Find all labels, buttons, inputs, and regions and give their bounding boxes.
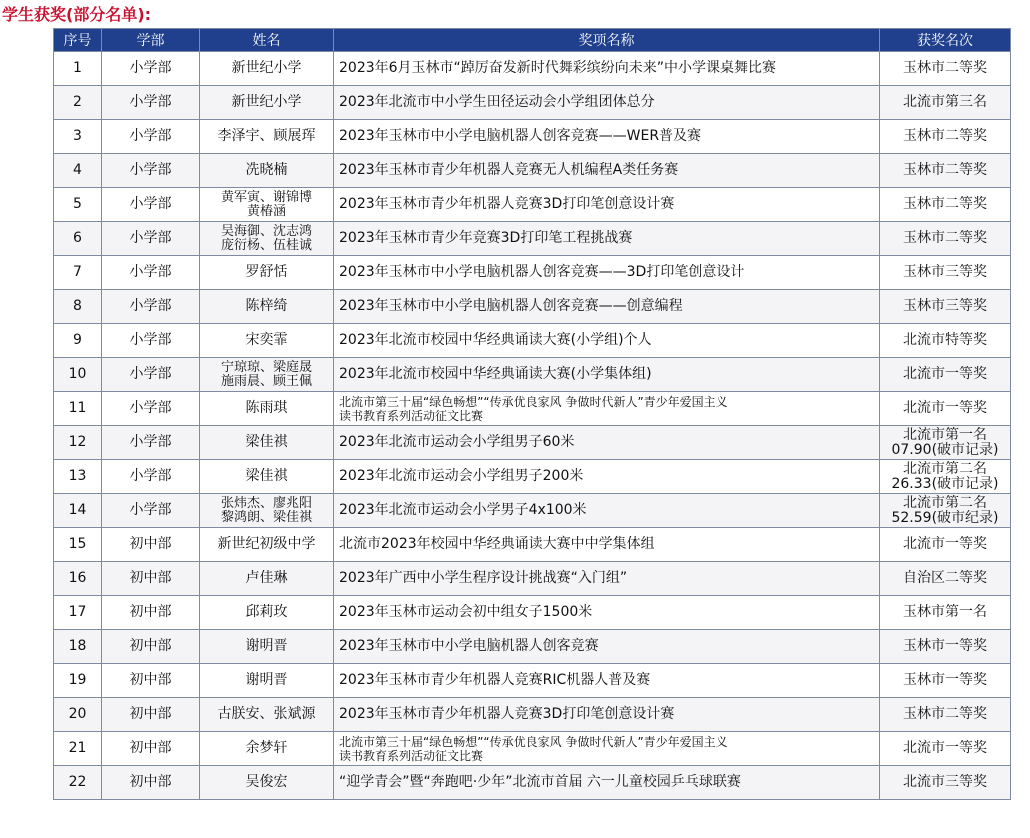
row-award-cell: 2023年玉林市青少年机器人竞赛3D打印笔创意设计赛 xyxy=(334,698,880,732)
row-index-cell: 6 xyxy=(54,222,102,256)
awards-table xyxy=(53,28,1011,800)
row-result-cell: 玉林市二等奖 xyxy=(880,188,1011,222)
row-award-cell: 2023年北流市校园中华经典诵读大赛(小学组)个人 xyxy=(334,324,880,358)
row-index-cell: 10 xyxy=(54,358,102,392)
row-index-cell: 9 xyxy=(54,324,102,358)
row-department-cell: 初中部 xyxy=(102,562,200,596)
row-award-cell: 2023年北流市运动会小学组男子200米 xyxy=(334,460,880,494)
header-row xyxy=(54,29,1011,52)
row-name-cell: 新世纪小学 xyxy=(200,86,334,120)
row-award-cell: 2023年玉林市中小学电脑机器人创客竞赛——创意编程 xyxy=(334,290,880,324)
table-row xyxy=(54,698,1011,732)
row-result-cell: 北流市第一名 07.90(破市记录) xyxy=(880,426,1011,460)
table-row xyxy=(54,562,1011,596)
row-result-cell: 玉林市二等奖 xyxy=(880,52,1011,86)
row-index-cell: 13 xyxy=(54,460,102,494)
row-award-cell: 2023年北流市运动会小学男子4x100米 xyxy=(334,494,880,528)
row-award-cell: 2023年玉林市青少年机器人竞赛RIC机器人普及赛 xyxy=(334,664,880,698)
row-result-cell: 北流市一等奖 xyxy=(880,358,1011,392)
row-result-cell: 玉林市第一名 xyxy=(880,596,1011,630)
row-result-cell: 北流市第二名 26.33(破市记录) xyxy=(880,460,1011,494)
row-award-cell: 2023年北流市校园中华经典诵读大赛(小学集体组) xyxy=(334,358,880,392)
table-row xyxy=(54,596,1011,630)
row-index-cell: 3 xyxy=(54,120,102,154)
row-award-cell: 2023年北流市运动会小学组男子60米 xyxy=(334,426,880,460)
row-index-cell: 11 xyxy=(54,392,102,426)
row-department-cell: 小学部 xyxy=(102,290,200,324)
row-name-cell: 邱莉玫 xyxy=(200,596,334,630)
table-row xyxy=(54,460,1011,494)
row-index-cell: 2 xyxy=(54,86,102,120)
table-row xyxy=(54,324,1011,358)
table-row xyxy=(54,120,1011,154)
row-result-cell: 玉林市二等奖 xyxy=(880,698,1011,732)
table-row xyxy=(54,86,1011,120)
row-index-cell: 19 xyxy=(54,664,102,698)
header-index: 序号 xyxy=(54,29,102,52)
row-result-cell: 玉林市三等奖 xyxy=(880,290,1011,324)
row-award-cell: 北流市第三十届“绿色畅想”“传承优良家风 争做时代新人”青少年爱国主义 读书教育系列活动征文比赛 xyxy=(334,392,880,426)
row-name-cell: 陈雨琪 xyxy=(200,392,334,426)
row-name-cell: 黄军寅、谢锦博 黄椿涵 xyxy=(200,188,334,222)
row-award-cell: 2023年玉林市中小学电脑机器人创客竞赛——WER普及赛 xyxy=(334,120,880,154)
row-department-cell: 小学部 xyxy=(102,392,200,426)
row-result-cell: 北流市一等奖 xyxy=(880,528,1011,562)
table-row xyxy=(54,358,1011,392)
row-index-cell: 1 xyxy=(54,52,102,86)
table-row xyxy=(54,630,1011,664)
row-result-cell: 自治区二等奖 xyxy=(880,562,1011,596)
table-row xyxy=(54,52,1011,86)
row-department-cell: 初中部 xyxy=(102,698,200,732)
row-index-cell: 8 xyxy=(54,290,102,324)
row-index-cell: 20 xyxy=(54,698,102,732)
header-result: 获奖名次 xyxy=(880,29,1011,52)
table-row xyxy=(54,732,1011,766)
row-name-cell: 余梦轩 xyxy=(200,732,334,766)
row-department-cell: 初中部 xyxy=(102,766,200,800)
row-index-cell: 12 xyxy=(54,426,102,460)
row-result-cell: 北流市一等奖 xyxy=(880,732,1011,766)
row-index-cell: 16 xyxy=(54,562,102,596)
row-index-cell: 21 xyxy=(54,732,102,766)
row-department-cell: 初中部 xyxy=(102,664,200,698)
row-result-cell: 玉林市一等奖 xyxy=(880,630,1011,664)
row-name-cell: 陈梓绮 xyxy=(200,290,334,324)
row-name-cell: 吴海御、沈志鸿 庞衍杨、伍桂诚 xyxy=(200,222,334,256)
row-index-cell: 4 xyxy=(54,154,102,188)
row-department-cell: 小学部 xyxy=(102,358,200,392)
row-index-cell: 7 xyxy=(54,256,102,290)
row-name-cell: 梁佳祺 xyxy=(200,460,334,494)
row-award-cell: 2023年玉林市青少年竞赛3D打印笔工程挑战赛 xyxy=(334,222,880,256)
row-award-cell: 2023年玉林市青少年机器人竞赛3D打印笔创意设计赛 xyxy=(334,188,880,222)
row-result-cell: 北流市特等奖 xyxy=(880,324,1011,358)
row-index-cell: 15 xyxy=(54,528,102,562)
row-department-cell: 小学部 xyxy=(102,188,200,222)
row-department-cell: 小学部 xyxy=(102,256,200,290)
row-department-cell: 小学部 xyxy=(102,86,200,120)
row-award-cell: 2023年6月玉林市“踔厉奋发新时代舞彩缤纷向未来”中小学课桌舞比赛 xyxy=(334,52,880,86)
row-award-cell: 北流市2023年校园中华经典诵读大赛中中学集体组 xyxy=(334,528,880,562)
page-title: 学生获奖(部分名单): xyxy=(2,5,152,24)
table-row xyxy=(54,528,1011,562)
table-row xyxy=(54,154,1011,188)
row-department-cell: 小学部 xyxy=(102,120,200,154)
row-index-cell: 17 xyxy=(54,596,102,630)
row-result-cell: 北流市三等奖 xyxy=(880,766,1011,800)
row-name-cell: 谢明晋 xyxy=(200,664,334,698)
row-award-cell: 2023年玉林市中小学电脑机器人创客竞赛——3D打印笔创意设计 xyxy=(334,256,880,290)
row-department-cell: 小学部 xyxy=(102,426,200,460)
row-department-cell: 小学部 xyxy=(102,324,200,358)
table-header xyxy=(54,29,1011,52)
row-result-cell: 玉林市二等奖 xyxy=(880,120,1011,154)
row-award-cell: 北流市第三十届“绿色畅想”“传承优良家风 争做时代新人”青少年爱国主义 读书教育系列活动征文比赛 xyxy=(334,732,880,766)
row-index-cell: 18 xyxy=(54,630,102,664)
row-result-cell: 玉林市一等奖 xyxy=(880,664,1011,698)
row-name-cell: 新世纪初级中学 xyxy=(200,528,334,562)
row-name-cell: 冼晓楠 xyxy=(200,154,334,188)
table-body xyxy=(54,52,1011,800)
row-result-cell: 北流市第二名 52.59(破市纪录) xyxy=(880,494,1011,528)
row-award-cell: “迎学青会”暨“奔跑吧·少年”北流市首届 六一儿童校园乒乓球联赛 xyxy=(334,766,880,800)
table-row xyxy=(54,222,1011,256)
row-department-cell: 小学部 xyxy=(102,460,200,494)
header-department: 学部 xyxy=(102,29,200,52)
row-award-cell: 2023年玉林市青少年机器人竞赛无人机编程A类任务赛 xyxy=(334,154,880,188)
table-row xyxy=(54,188,1011,222)
row-department-cell: 初中部 xyxy=(102,528,200,562)
row-name-cell: 吴俊宏 xyxy=(200,766,334,800)
row-result-cell: 玉林市二等奖 xyxy=(880,222,1011,256)
row-name-cell: 罗舒恬 xyxy=(200,256,334,290)
row-name-cell: 梁佳祺 xyxy=(200,426,334,460)
row-award-cell: 2023年玉林市运动会初中组女子1500米 xyxy=(334,596,880,630)
row-name-cell: 谢明晋 xyxy=(200,630,334,664)
row-result-cell: 北流市一等奖 xyxy=(880,392,1011,426)
row-department-cell: 小学部 xyxy=(102,154,200,188)
table-row xyxy=(54,664,1011,698)
row-department-cell: 小学部 xyxy=(102,222,200,256)
row-department-cell: 初中部 xyxy=(102,596,200,630)
table-row xyxy=(54,256,1011,290)
row-name-cell: 新世纪小学 xyxy=(200,52,334,86)
header-name: 姓名 xyxy=(200,29,334,52)
table-row xyxy=(54,766,1011,800)
row-name-cell: 李泽宇、顾展珲 xyxy=(200,120,334,154)
row-index-cell: 14 xyxy=(54,494,102,528)
row-award-cell: 2023年玉林市中小学电脑机器人创客竞赛 xyxy=(334,630,880,664)
row-index-cell: 5 xyxy=(54,188,102,222)
row-award-cell: 2023年广西中小学生程序设计挑战赛“入门组” xyxy=(334,562,880,596)
table-row xyxy=(54,392,1011,426)
table-row xyxy=(54,290,1011,324)
row-name-cell: 卢佳琳 xyxy=(200,562,334,596)
row-award-cell: 2023年北流市中小学生田径运动会小学组团体总分 xyxy=(334,86,880,120)
row-department-cell: 小学部 xyxy=(102,494,200,528)
row-department-cell: 小学部 xyxy=(102,52,200,86)
row-result-cell: 玉林市二等奖 xyxy=(880,154,1011,188)
row-department-cell: 初中部 xyxy=(102,630,200,664)
row-index-cell: 22 xyxy=(54,766,102,800)
row-name-cell: 宁琼琼、梁庭晟 施雨晨、顾王佩 xyxy=(200,358,334,392)
row-result-cell: 北流市第三名 xyxy=(880,86,1011,120)
row-name-cell: 张炜杰、廖兆阳 黎鸿朗、梁佳祺 xyxy=(200,494,334,528)
row-department-cell: 初中部 xyxy=(102,732,200,766)
awards-table-container xyxy=(53,28,1010,800)
table-row xyxy=(54,426,1011,460)
row-name-cell: 古朕安、张斌源 xyxy=(200,698,334,732)
header-award: 奖项名称 xyxy=(334,29,880,52)
row-name-cell: 宋奕霏 xyxy=(200,324,334,358)
row-result-cell: 玉林市三等奖 xyxy=(880,256,1011,290)
table-row xyxy=(54,494,1011,528)
